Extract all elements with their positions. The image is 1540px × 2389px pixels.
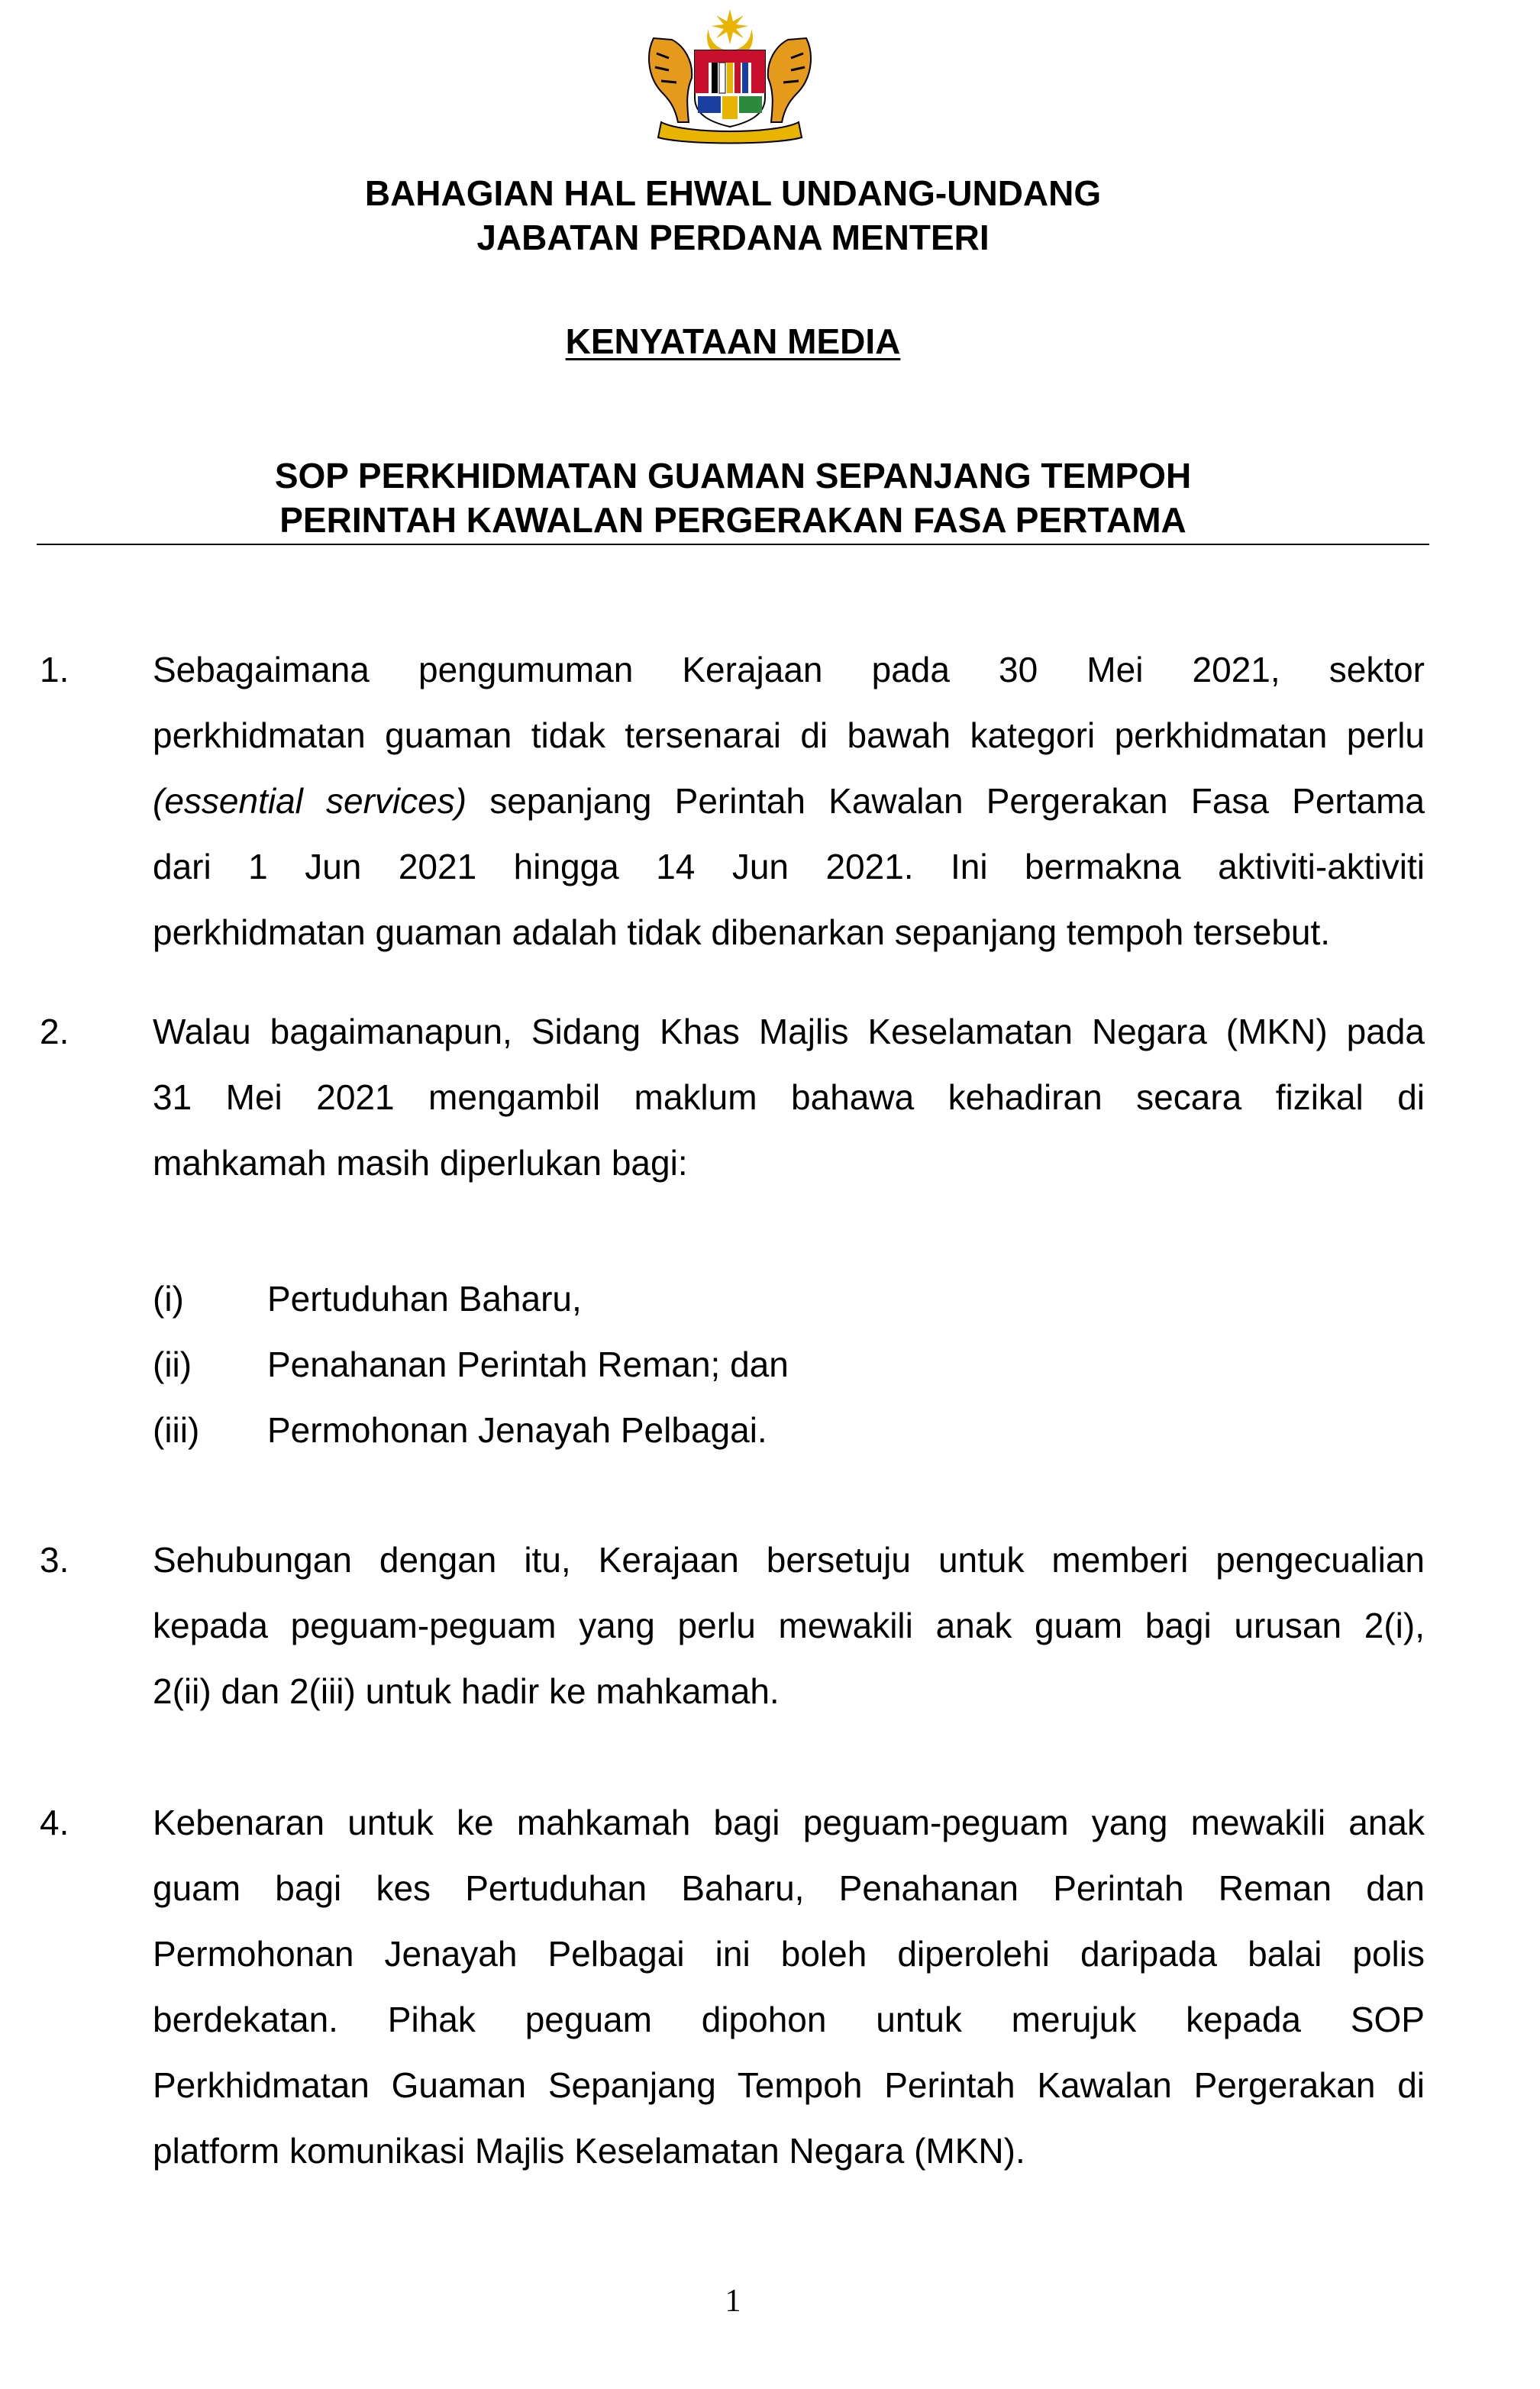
list-item: Penahanan Perintah Reman; dan [267, 1345, 789, 1384]
list-item: Pertuduhan Baharu, [267, 1279, 582, 1319]
coat-of-arms-emblem [638, 8, 822, 145]
paragraph-number: 4. [40, 1803, 69, 1842]
title-divider [37, 544, 1429, 545]
paragraph-1: Sebagaimana pengumuman Kerajaan pada 30 Mei 2021, sektor perkhidmatan guaman tidak tersenarai di bawah kategori perkhidmatan perlu (essential services) sepanjang Perintah Kawalan Pergerakan Fasa Pertama dari 1 Jun 2021 hingga 14 Jun 2021. Ini bermakna aktiviti-aktiviti perkhidmatan guaman adalah tidak dibenarkan sepanjang tempoh tersebut. [153, 650, 1425, 952]
paragraph-2: Walau bagaimanapun, Sidang Khas Majlis Keselamatan Negara (MKN) pada 31 Mei 2021 mengambil maklum bahawa kehadiran secara fizikal di mahkamah masih diperlukan bagi: [153, 1012, 1425, 1183]
paragraph-4: Kebenaran untuk ke mahkamah bagi peguam-peguam yang mewakili anak guam bagi kes Pertuduhan Baharu, Penahanan Perintah Reman dan Permohonan Jenayah Pelbagai ini boleh diperolehi daripada balai polis berdekatan. Pihak peguam dipohon untuk merujuk kepada SOP Perkhidmatan Guaman Sepanjang Tempoh Perintah Kawalan Pergerakan di platform komunikasi Majlis Keselamatan Negara (MKN). [153, 1803, 1425, 2171]
paragraph-number: 3. [40, 1540, 69, 1580]
list-item-marker: (i) [153, 1279, 184, 1319]
ministry-name: JABATAN PERDANA MENTERI [476, 218, 990, 257]
page-number: 1 [725, 2284, 741, 2319]
document-title-line-2: PERINTAH KAWALAN PERGERAKAN FASA PERTAMA [279, 500, 1186, 540]
department-name: BAHAGIAN HAL EHWAL UNDANG-UNDANG [364, 173, 1102, 213]
list-item-marker: (iii) [153, 1410, 200, 1450]
paragraph-number: 1. [40, 650, 69, 689]
list-item: Permohonan Jenayah Pelbagai. [267, 1410, 767, 1450]
statement-label: KENYATAAN MEDIA [565, 321, 901, 361]
list-item-marker: (ii) [153, 1345, 192, 1384]
document-title-line-1: SOP PERKHIDMATAN GUAMAN SEPANJANG TEMPOH [274, 456, 1192, 496]
paragraph-3: Sehubungan dengan itu, Kerajaan bersetuju untuk memberi pengecualian kepada peguam-peguam yang perlu mewakili anak guam bagi urusan 2(i), 2(ii) dan 2(iii) untuk hadir ke mahkamah. [153, 1540, 1425, 1711]
paragraph-number: 2. [40, 1012, 69, 1051]
